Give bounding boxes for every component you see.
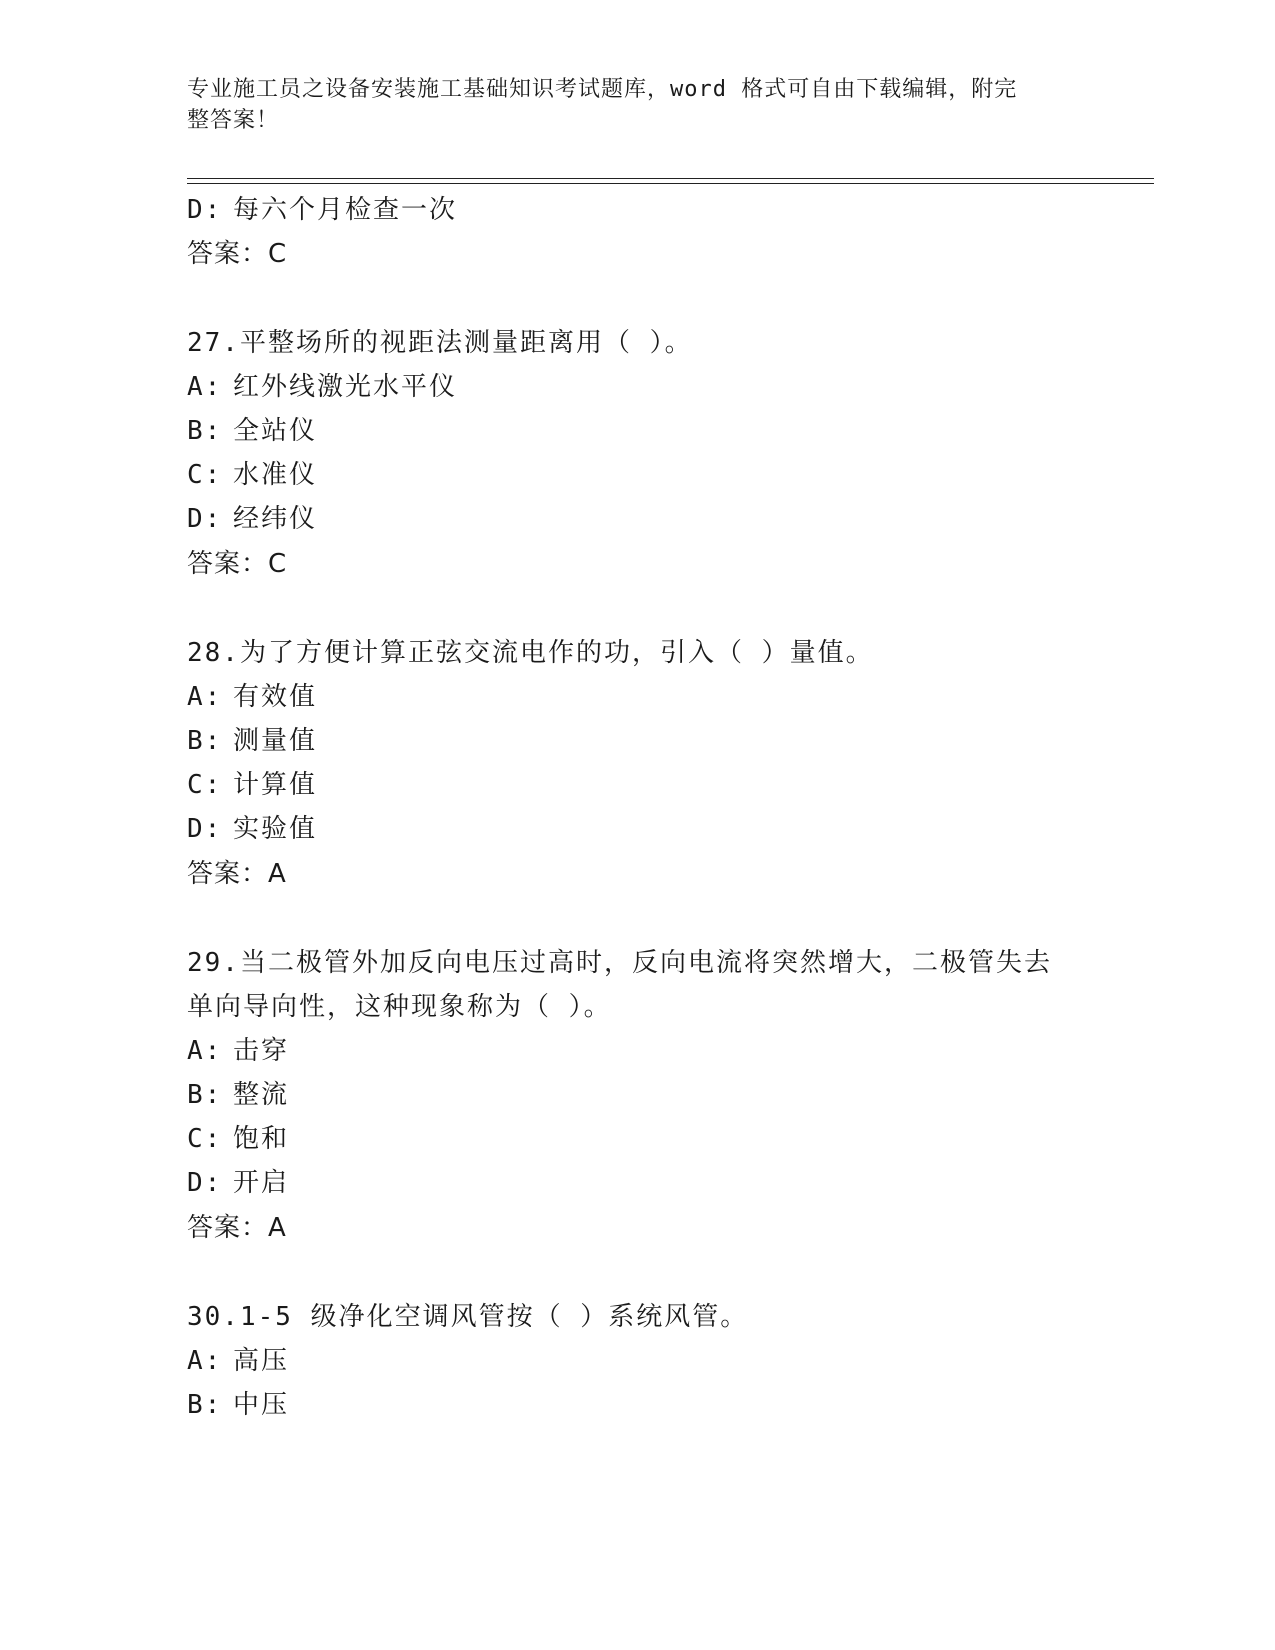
q27-option-c xyxy=(187,458,317,492)
q29-option-d xyxy=(187,1166,289,1200)
option-text: 红外线激光水平仪 xyxy=(233,372,458,402)
header-rule-top xyxy=(187,178,1154,179)
option-text: 经纬仪 xyxy=(233,504,318,534)
option-letter: C: xyxy=(187,770,223,800)
option-letter: C: xyxy=(187,460,223,490)
option-letter: D: xyxy=(187,504,223,534)
option-letter: B: xyxy=(187,726,223,756)
header-rule-bottom xyxy=(187,183,1154,184)
option-text: 击穿 xyxy=(233,1036,290,1066)
q29-option-b xyxy=(187,1078,289,1112)
option-text: 高压 xyxy=(233,1346,290,1376)
option-text: 开启 xyxy=(233,1168,290,1198)
q29-question-line-1: 29.当二极管外加反向电压过高时，反向电流将突然增大，二极管失去 xyxy=(187,948,1052,978)
option-letter: D: xyxy=(187,195,223,225)
option-text: 测量值 xyxy=(233,726,318,756)
option-letter: A: xyxy=(187,682,223,712)
q28-question: 28.为了方便计算正弦交流电作的功，引入（ ）量值。 xyxy=(187,638,874,668)
option-text: 水准仪 xyxy=(233,460,318,490)
option-letter: D: xyxy=(187,814,223,844)
option-text: 整流 xyxy=(233,1080,290,1110)
q29-answer: 答案：A xyxy=(187,1213,287,1243)
option-text: 每六个月检查一次 xyxy=(233,195,458,225)
q27-option-d xyxy=(187,502,317,536)
option-letter: D: xyxy=(187,1168,223,1198)
option-text: 饱和 xyxy=(233,1124,290,1154)
option-letter: C: xyxy=(187,1124,223,1154)
option-text: 有效值 xyxy=(233,682,318,712)
option-letter: B: xyxy=(187,1390,223,1420)
q29-option-c xyxy=(187,1122,289,1156)
q29-question-line-2: 单向导向性，这种现象称为（ ）。 xyxy=(187,992,612,1022)
q30-option-b xyxy=(187,1388,289,1422)
q27-option-b xyxy=(187,414,317,448)
q30-question: 30.1-5 级净化空调风管按（ ）系统风管。 xyxy=(187,1302,749,1332)
q28-option-b xyxy=(187,724,317,758)
prev-answer: 答案：C xyxy=(187,239,288,269)
q28-option-a xyxy=(187,680,317,714)
q28-option-c xyxy=(187,768,317,802)
option-text: 实验值 xyxy=(233,814,318,844)
header-line-2: 整答案！ xyxy=(187,108,280,133)
option-letter: A: xyxy=(187,1036,223,1066)
q27-option-a xyxy=(187,370,457,404)
q29-option-a xyxy=(187,1034,289,1068)
option-letter: B: xyxy=(187,1080,223,1110)
q28-answer: 答案：A xyxy=(187,859,287,889)
option-text: 计算值 xyxy=(233,770,318,800)
option-text: 全站仪 xyxy=(233,416,318,446)
option-letter: A: xyxy=(187,372,223,402)
q30-option-a xyxy=(187,1344,289,1378)
option-letter: B: xyxy=(187,416,223,446)
prev-option-d xyxy=(187,193,457,227)
document-header xyxy=(187,74,1067,136)
option-letter: A: xyxy=(187,1346,223,1376)
q27-answer: 答案：C xyxy=(187,549,288,579)
option-text: 中压 xyxy=(233,1390,290,1420)
q27-question: 27.平整场所的视距法测量距离用（ ）。 xyxy=(187,328,693,358)
header-line-1: 专业施工员之设备安装施工基础知识考试题库，word 格式可自由下载编辑，附完 xyxy=(187,77,1018,102)
q28-option-d xyxy=(187,812,317,846)
